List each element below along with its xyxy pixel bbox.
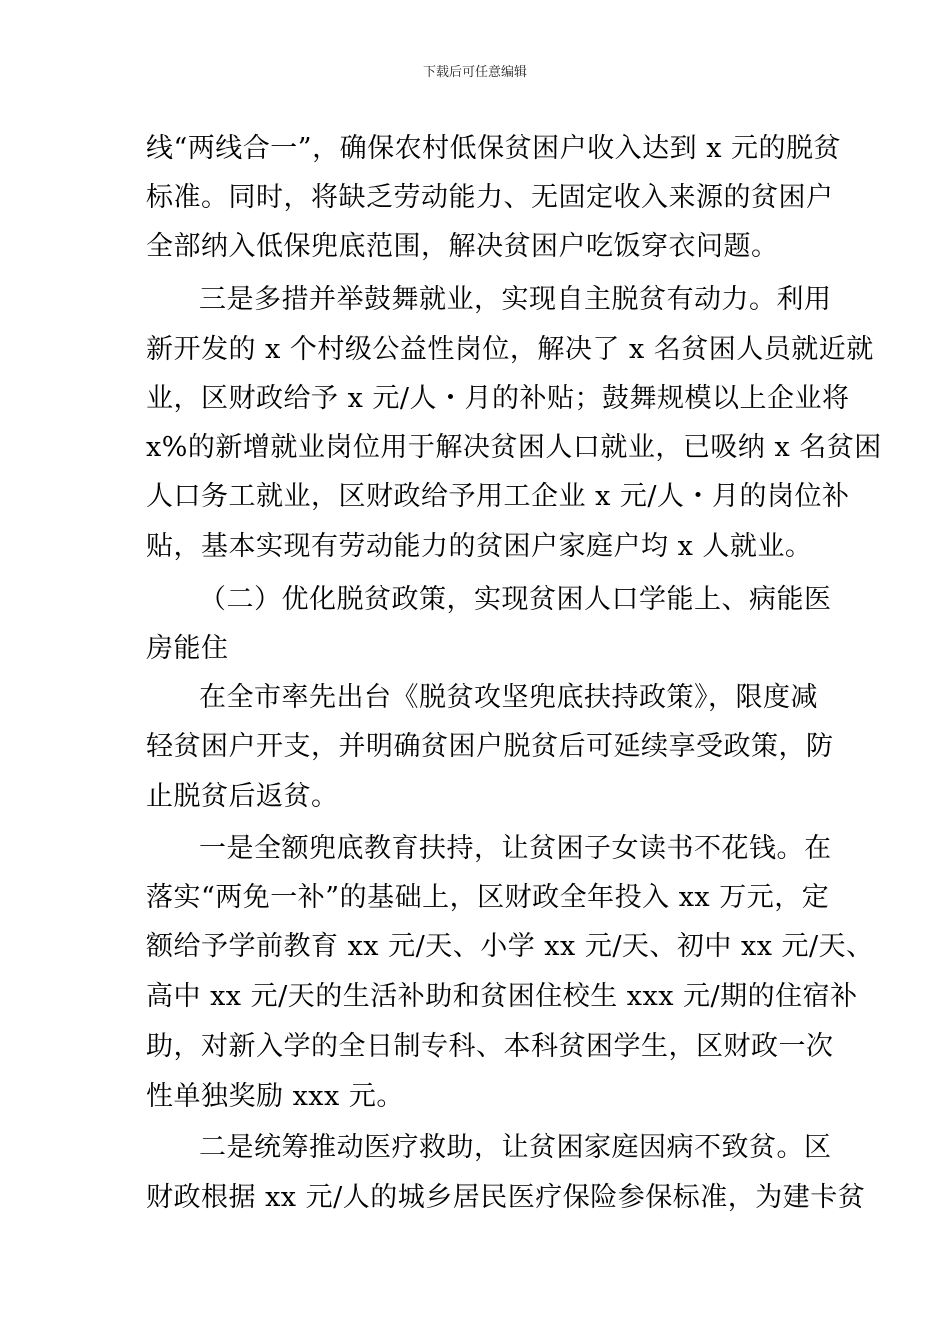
text-line: 轻贫困户开支，并明确贫困户脱贫后可延续享受政策，防	[146, 731, 834, 762]
text-line: 在全市率先出台《脱贫攻坚兜底扶持政策》，限度减	[199, 682, 818, 713]
text-line: 财政根据 xx 元/人的城乡居民医疗保险参保标准，为建卡贫	[146, 1182, 866, 1213]
text-line: 性单独奖励 xxx 元。	[146, 1081, 404, 1112]
text-line: 新开发的 x 个村级公益性岗位，解决了 x 名贫困人员就近就	[146, 334, 874, 365]
page-header: 下载后可任意编辑	[422, 65, 527, 80]
text-line: x%的新增就业岗位用于解决贫困人口就业，已吸纳 x 名贫困	[146, 432, 882, 463]
text-line: 一是全额兜底教育扶持，让贫困子女读书不花钱。在	[199, 833, 832, 864]
text-line: 业，区财政给予 x 元/人・月的补贴；鼓舞规模以上企业将	[146, 383, 850, 414]
text-line: （二）优化脱贫政策，实现贫困人口学能上、病能医	[199, 584, 832, 615]
text-line: 标准。同时，将缺乏劳动能力、无固定收入来源的贫困户	[146, 182, 834, 213]
text-line: 贴，基本实现有劳动能力的贫困户家庭户均 x 人就业。	[146, 531, 813, 562]
text-line: 额给予学前教育 xx 元/天、小学 xx 元/天、初中 xx 元/天、	[146, 931, 874, 962]
text-line: 三是多措并举鼓舞就业，实现自主脱贫有动力。利用	[199, 284, 832, 315]
text-line: 止脱贫后返贫。	[146, 781, 339, 812]
text-line: 全部纳入低保兜底范围，解决贫困户吃饭穿衣问题。	[146, 231, 779, 262]
text-line: 房能住	[146, 633, 229, 664]
text-line: 助，对新入学的全日制专科、本科贫困学生，区财政一次	[146, 1031, 834, 1062]
text-line: 高中 xx 元/天的生活补助和贫困住校生 xxx 元/期的住宿补	[146, 981, 858, 1012]
text-line: 线“两线合一”，确保农村低保贫困户收入达到 x 元的脱贫	[146, 133, 841, 164]
text-line: 人口务工就业，区财政给予用工企业 x 元/人・月的岗位补	[146, 481, 850, 512]
text-line: 二是统筹推动医疗救助，让贫困家庭因病不致贫。区	[199, 1132, 832, 1163]
text-line: 落实“两免一补”的基础上，区财政全年投入 xx 万元，定	[146, 882, 830, 913]
